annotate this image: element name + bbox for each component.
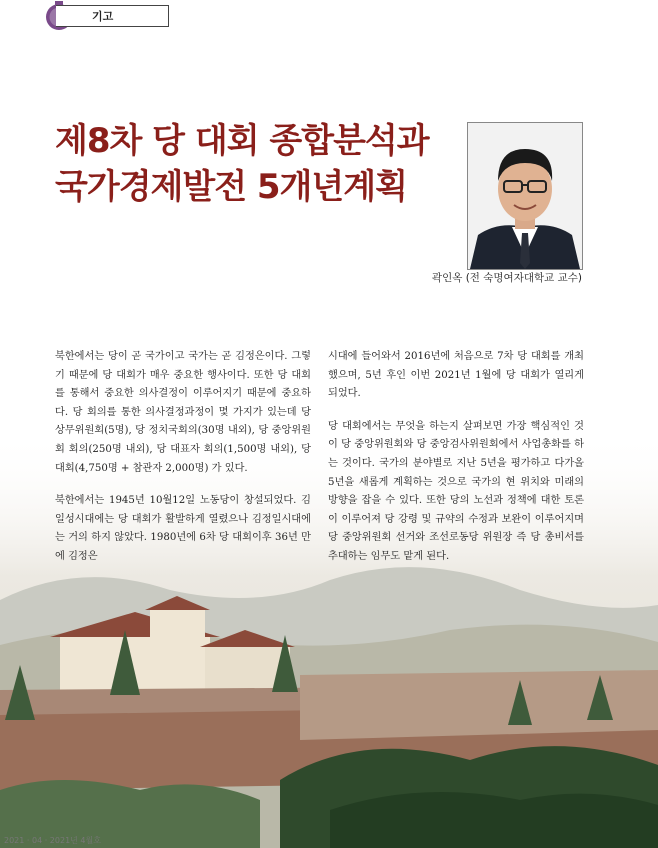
- page-footer: 2021 · 04 · 2021년 4월호: [4, 836, 101, 845]
- body-column-right: [328, 348, 584, 581]
- author-photo: [467, 122, 583, 270]
- body-column-left: [55, 348, 311, 581]
- author-caption: 곽인옥 (전 숙명여자대학교 교수): [431, 272, 582, 284]
- title-line-1: 제8차 당 대회 종합분석과: [55, 121, 429, 161]
- title-line-2: 국가경제발전 5개년계획: [55, 167, 407, 207]
- paragraph: 북한에서는 1945년 10월12일 노동당이 창설되었다. 김일성시대에는 당 대회가 활발하게 열렸으나 김정일시대에는 거의 하지 않았다. 1980년에 6차 당 대회이후 36년 만에 김정은: [55, 495, 311, 562]
- paragraph: 북한에서는 당이 곧 국가이고 국가는 곧 김정은이다. 그렇기 때문에 당 대회가 매우 중요한 행사이다. 또한 당 대회를 통해서 중요한 의사결정이 이루어지기 때문에 중요하다. 당 회의를 통한 의사결정과정이 몇 가지가 있는데 당 상무위원회(5명), 당 정치국회의(30명 내외), 당 중앙위원회 회의(250명 내외), 당 대표자 회의(1,500명 내외), 당 대회(4,750명 + 참관자 2,000명) 가 있다.: [55, 351, 311, 474]
- paragraph: 당 대회에서는 무엇을 하는지 살펴보면 가장 핵심적인 것이 당 중앙위원회와 당 중앙검사위원회에서 사업총화를 하는 것이다. 국가의 분야별로 지난 5년을 평가하고 다가올 5년을 새롭게 계획하는 것으로 국가의 현 위치와 미래의 방향을 잡을 수 있다. 또한 당의 노선과 정책에 대한 토론이 이루어져 당 강령 및 규약의 수정과 보완이 이루어지며 당 중앙위원회 선거와 조선로동당 위원장 즉 당 총비서를 추대하는 임무도 맡게 된다.: [328, 420, 584, 562]
- paragraph: 시대에 들어와서 2016년에 처음으로 7차 당 대회를 개최했으며, 5년 후인 이번 2021년 1월에 당 대회가 열리게 되었다.: [328, 351, 584, 400]
- article-title: [55, 118, 455, 210]
- section-label: 기고: [92, 10, 114, 23]
